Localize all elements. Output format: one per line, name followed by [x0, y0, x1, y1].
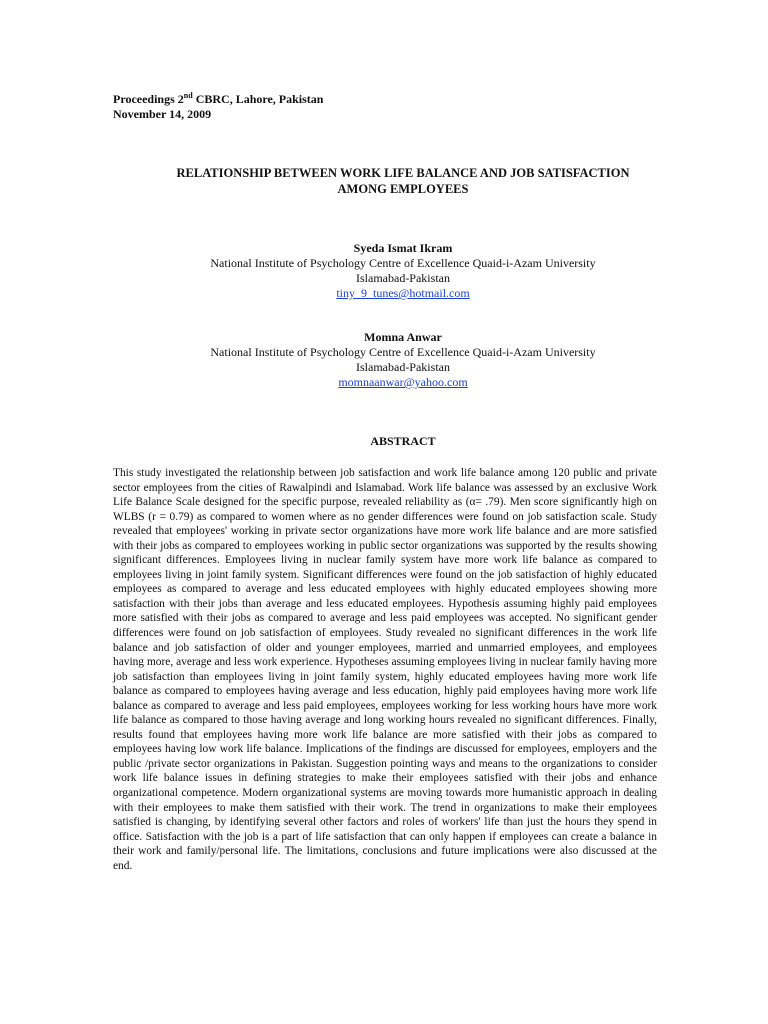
author-block-2	[113, 330, 693, 390]
author-location: Islamabad-Pakistan	[356, 271, 450, 285]
proceedings-line	[113, 92, 323, 107]
author-affiliation: National Institute of Psychology Centre of Excellence Quaid-i-Azam University	[210, 345, 596, 359]
proceedings-date: November 14, 2009	[113, 107, 212, 121]
proceedings-prefix: Proceedings 2	[113, 92, 184, 106]
proceedings-suffix: CBRC, Lahore, Pakistan	[192, 92, 324, 106]
title-line-1: RELATIONSHIP BETWEEN WORK LIFE BALANCE AND JOB SATISFACTION	[176, 166, 630, 180]
proceedings-ordinal: nd	[183, 91, 193, 100]
author-location: Islamabad-Pakistan	[356, 360, 450, 374]
author-email-link[interactable]: tiny_9_tunes@hotmail.com	[336, 286, 470, 300]
author-email-link[interactable]: momnaanwar@yahoo.com	[338, 375, 468, 389]
abstract-heading: ABSTRACT	[370, 434, 436, 448]
author-affiliation: National Institute of Psychology Centre of Excellence Quaid-i-Azam University	[210, 256, 596, 270]
abstract-text: This study investigated the relationship between job satisfaction and work life balance among 120 public and private sector employees from the cities of Rawalpindi and Islamabad. Work life balance was assessed by an exclusive Work Life Balance Scale designed for the specific purpose, revealed reliability as (α= .79). Men score significantly high on WLBS (r = 0.79) as compared to women where as no gender differences were found on job satisfaction scale. Study revealed that employees' working in private sector organizations have more work life balance and are more satisfied with their jobs as compared to employees working in public sector organizations was supported by the results showing significant differences. Employees living in nuclear family system have more work life balance as compared to employees living in joint family system. Significant differences were found on the job satisfaction of highly educated employees as compared to average and less educated employees with highly educated employees showing more satisfaction with their jobs than average and less educated employees. Hypothesis assuming highly paid employees more satisfied with their jobs as compared to average and less paid employees was accepted. No significant gender differences were found on job satisfaction of employees. Study revealed no significant differences in the work life balance and job satisfaction of older and younger employees, married and unmarried employees, and employees having more, average and less work experience. Hypotheses assuming employees living in nuclear family having more job satisfaction than employees living in joint family system, highly educated employees having more work life balance as compared to employees having average and less education, highly paid employees having more work life balance as compared to average and less paid employees, employees working for less working hours have more work life balance as compared to those having average and long working hours revealed no significant differences. Finally, results found that employees having more work life balance are more satisfied with their jobs as compared to employees having low work life balance. Implications of the findings are discussed for employees, employers and the public /private sector organizations in Pakistan. Suggestion pointing ways and means to the organizations to consider work life balance issues in defining strategies to make their employees satisfied with their jobs and enhance organizational competence. Modern organizational systems are moving towards more humanistic approach in dealing with their employees to make them satisfied with their work. The trend in organizations to make their employees satisfied is changing, by identifying several other factors and roles of workers' life than just the hours they spend in office. Satisfaction with the job is a part of life satisfaction that can only happen if employees can create a balance in their work and family/personal life. The limitations, conclusions and future implications were also discussed at the end.	[113, 467, 657, 872]
proceedings-header	[113, 92, 323, 122]
author-block-1	[113, 241, 693, 301]
paper-title	[113, 165, 693, 197]
title-line-2: AMONG EMPLOYEES	[337, 182, 469, 196]
author-name: Syeda Ismat Ikram	[353, 241, 453, 255]
author-name: Momna Anwar	[364, 330, 442, 344]
